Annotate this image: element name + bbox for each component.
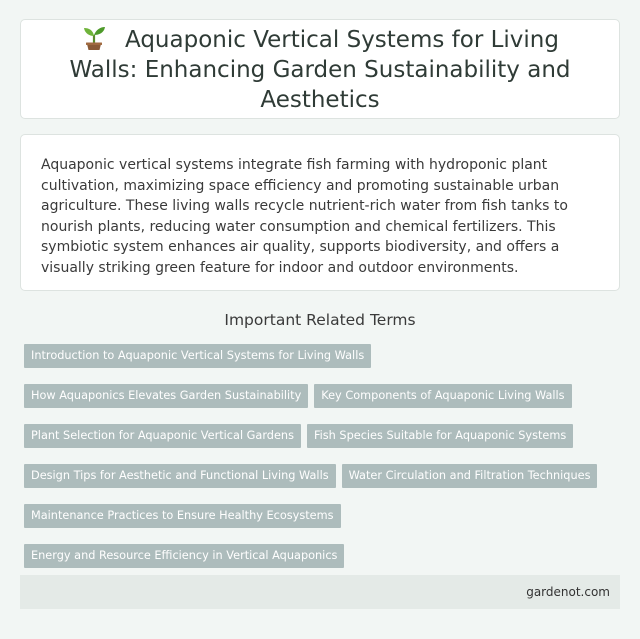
related-term-tag[interactable]: How Aquaponics Elevates Garden Sustainability [24,384,308,408]
summary-text: Aquaponic vertical systems integrate fish farming with hydroponic plant cultivation, maximizing space efficiency and promoting sustainable urban agriculture. These living walls recycle nutrient-rich water from fish tanks to nourish plants, reducing water consumption and chemical fertilizers. This symbiotic system enhances air quality, supports biodiversity, and offers a visually striking green feature for indoor and outdoor environments. [41,157,568,276]
sprout-icon [81,23,107,51]
site-link[interactable]: gardenot.com [526,585,610,599]
related-term-tag[interactable]: Design Tips for Aesthetic and Functional Living Walls [24,464,336,488]
related-terms-list [24,344,620,608]
related-term-tag[interactable]: Maintenance Practices to Ensure Healthy Ecosystems [24,504,341,528]
related-terms-heading: Important Related Terms [224,311,416,329]
header-card [20,19,620,119]
related-term-tag[interactable]: Key Components of Aquaponic Living Walls [314,384,571,408]
related-term-tag[interactable]: Plant Selection for Aquaponic Vertical Gardens [24,424,301,448]
page-title [51,23,589,115]
related-term-tag[interactable]: Energy and Resource Efficiency in Vertical Aquaponics [24,544,344,568]
related-term-tag[interactable]: Water Circulation and Filtration Techniques [342,464,598,488]
summary-card [20,134,620,291]
footer [20,575,620,609]
related-term-tag[interactable]: Introduction to Aquaponic Vertical Systems for Living Walls [24,344,371,368]
related-term-tag[interactable]: Fish Species Suitable for Aquaponic Systems [307,424,573,448]
page-title-text: Aquaponic Vertical Systems for Living Walls: Enhancing Garden Sustainability and Aesthetics [69,27,571,113]
